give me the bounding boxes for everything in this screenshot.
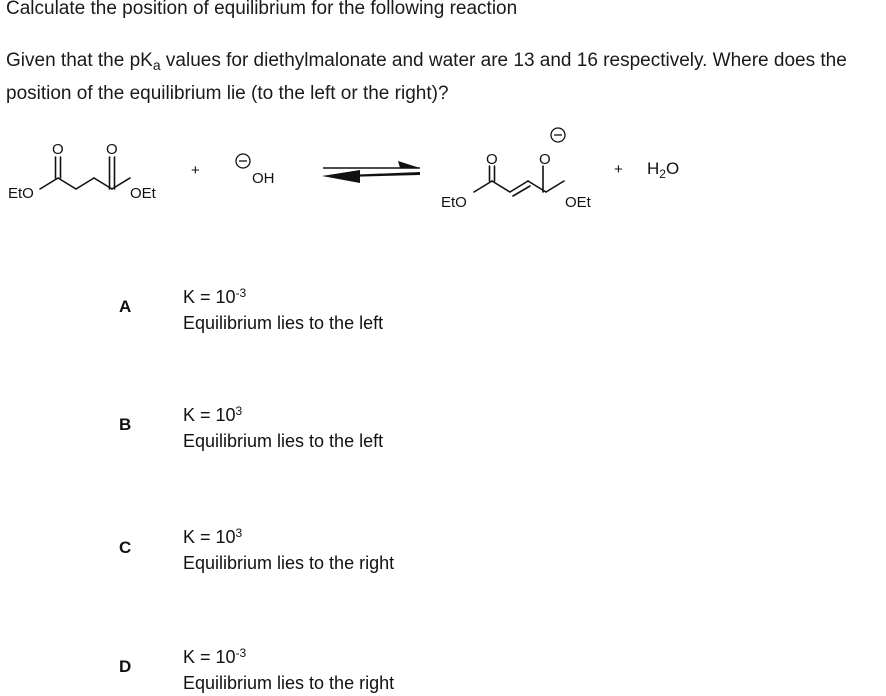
reactant-carbonyl-o2: O (106, 141, 118, 158)
option-d-statement: Equilibrium lies to the right (183, 673, 395, 693)
option-b-k-exponent: 3 (235, 404, 243, 418)
option-c-text[interactable] (183, 524, 394, 576)
option-c-letter[interactable]: C (119, 538, 132, 557)
option-b-statement: Equilibrium lies to the left (183, 431, 384, 451)
option-a-text[interactable] (183, 284, 383, 336)
question-title: Calculate the position of equilibrium for the following reaction (6, 0, 518, 19)
water-h: H (647, 159, 660, 178)
product-carbonyl-o: O (486, 151, 498, 168)
option-a-statement: Equilibrium lies to the left (183, 313, 384, 333)
pka-subscript: a (152, 57, 161, 73)
reactant-oet-label: OEt (130, 185, 156, 202)
option-c-k-base: K = 10 (183, 527, 236, 547)
plus-sign-2: + (614, 161, 623, 178)
option-d-text[interactable] (183, 644, 394, 696)
product-enolate-o: O (539, 151, 551, 168)
water-subscript: 2 (659, 167, 666, 181)
option-a-k-exponent: -3 (235, 286, 247, 300)
question-text-part1: Given that the pK (6, 50, 153, 71)
option-c-k-exponent: 3 (235, 526, 243, 540)
diethylmalonate-structure (40, 157, 130, 189)
option-d-k (183, 644, 394, 670)
option-a-k-base: K = 10 (183, 287, 236, 307)
reaction-scheme (0, 118, 720, 228)
question-text-part2: values for diethylmalonate and water are 13 and 16 respectively. Where does the position of the equilibrium lie (to the left or the right)? (6, 50, 847, 104)
option-d-k-exponent: -3 (235, 646, 247, 660)
hydroxide-label: OH (252, 170, 275, 187)
product-eto-label: EtO (441, 194, 467, 211)
option-b-letter[interactable]: B (119, 415, 132, 434)
option-d-letter[interactable]: D (119, 657, 132, 676)
reactant-carbonyl-o1: O (52, 141, 64, 158)
water-o: O (665, 159, 680, 178)
option-a-letter[interactable]: A (119, 297, 132, 316)
option-c-statement: Equilibrium lies to the right (183, 553, 395, 573)
enolate-structure (474, 166, 564, 196)
question-text (6, 44, 881, 110)
reactant-eto-label: EtO (8, 185, 34, 202)
water-label (647, 159, 679, 181)
option-b-k (183, 402, 383, 428)
option-a-k (183, 284, 383, 310)
option-c-k (183, 524, 394, 550)
option-b-text[interactable] (183, 402, 383, 454)
enolate-negative-charge-icon (551, 128, 565, 142)
option-d-k-base: K = 10 (183, 647, 236, 667)
negative-charge-icon (236, 154, 250, 168)
product-oet-label: OEt (565, 194, 591, 211)
plus-sign-1: + (191, 162, 200, 179)
option-b-k-base: K = 10 (183, 405, 236, 425)
equilibrium-arrows-icon (322, 161, 420, 183)
